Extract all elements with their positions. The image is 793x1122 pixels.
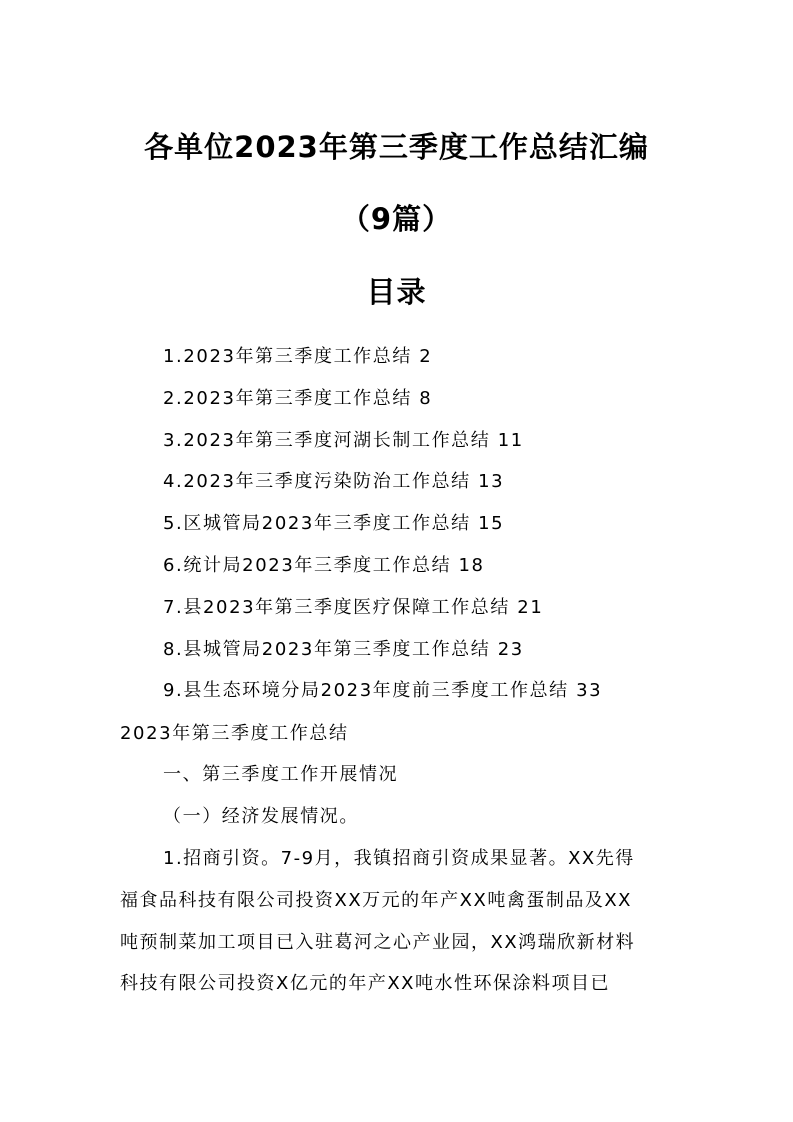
paragraph-line: 福食品科技有限公司投资XX万元的年产XX吨禽蛋制品及XX (120, 889, 632, 911)
document-subtitle: （9篇） (340, 202, 453, 236)
toc-entry[interactable]: 8.县城管局2023年第三季度工作总结 23 (163, 638, 524, 660)
toc-entry[interactable]: 5.区城管局2023年三季度工作总结 15 (163, 513, 505, 535)
subsection-heading: （一）经济发展情况。 (163, 806, 359, 827)
toc-entry[interactable]: 2.2023年第三季度工作总结 8 (163, 387, 433, 409)
article-heading: 2023年第三季度工作总结 (120, 723, 349, 744)
toc-entry[interactable]: 7.县2023年第三季度医疗保障工作总结 21 (163, 596, 544, 618)
section-heading: 一、第三季度工作开展情况 (163, 764, 399, 785)
body-paragraph (120, 845, 680, 1012)
table-of-contents (163, 343, 602, 719)
document-title: 各单位2023年第三季度工作总结汇编 (144, 130, 649, 164)
toc-entry[interactable]: 6.统计局2023年三季度工作总结 18 (163, 554, 485, 576)
toc-entry[interactable]: 9.县生态环境分局2023年度前三季度工作总结 33 (163, 680, 603, 702)
toc-entry[interactable]: 4.2023年三季度污染防治工作总结 13 (163, 471, 505, 493)
toc-entry[interactable]: 1.2023年第三季度工作总结 2 (163, 346, 433, 367)
paragraph-line: 吨预制菜加工项目已入驻葛河之心产业园，XX鸿瑞欣新材料 (120, 931, 636, 953)
paragraph-line: 1.招商引资。7-9月，我镇招商引资成果显著。XX先得 (163, 848, 635, 869)
toc-entry[interactable]: 3.2023年第三季度河湖长制工作总结 11 (163, 429, 524, 451)
toc-heading: 目录 (366, 275, 427, 309)
paragraph-line: 科技有限公司投资X亿元的年产XX吨水性环保涂料项目已 (120, 973, 610, 995)
